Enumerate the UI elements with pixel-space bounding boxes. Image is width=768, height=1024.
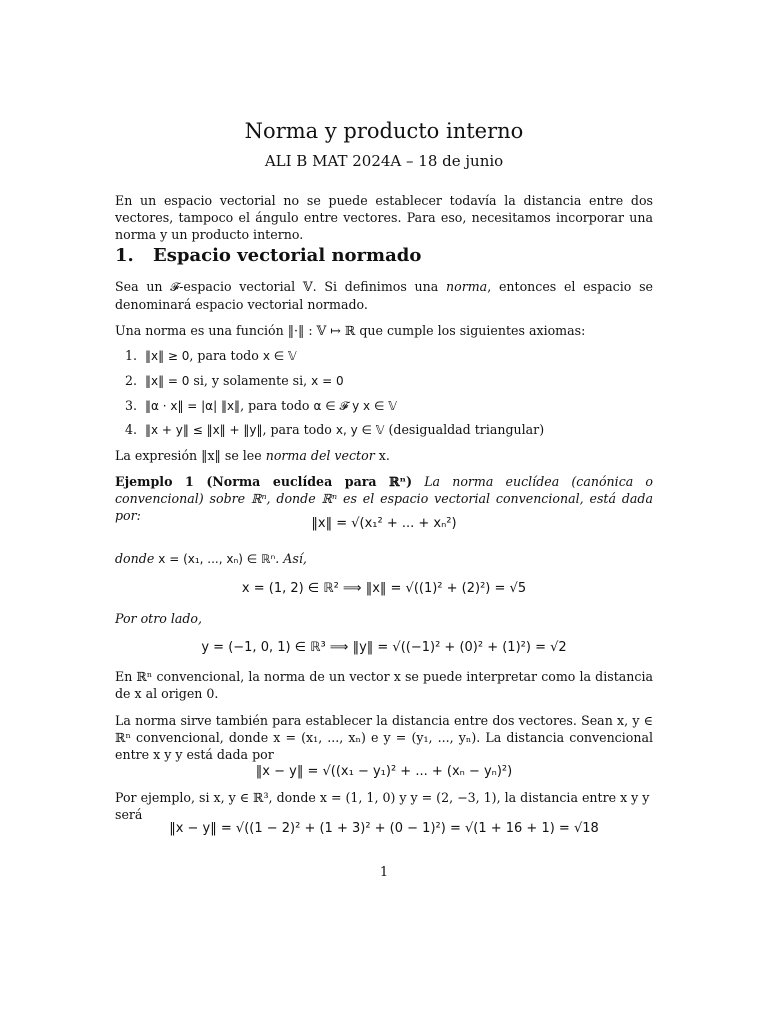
text-run: , para todo (262, 422, 336, 437)
emphasis: norma (446, 279, 488, 294)
emphasis: donde (115, 551, 159, 566)
paragraph-por-otro-lado (115, 610, 653, 627)
axiom-item (115, 372, 635, 390)
math-inline: x = 0 (311, 374, 344, 388)
text-run: , entonces el espacio se denominará espacio vectorial normado. (115, 279, 653, 312)
text-run: La expresión ‖x‖ se lee (115, 448, 266, 463)
text-run: si, y solamente si, (189, 373, 312, 388)
document-page (115, 0, 653, 1024)
math-inline: α ∈ 𝓕 y x ∈ 𝕍 (313, 399, 397, 413)
example-text: La norma euclídea (canónica o convencional) sobre ℝⁿ, donde ℝⁿ es el espacio vectorial convencional, está dada por: (115, 474, 653, 523)
math-inline: x, y ∈ 𝕍 (335, 423, 385, 437)
paragraph-definition (115, 278, 653, 313)
equation-distance: ‖x − y‖ = √((x₁ − y₁)² + ... + (xₙ − yₙ)²) (255, 764, 513, 779)
equation-example-r3: y = (−1, 0, 1) ∈ ℝ³ ⟹ ‖y‖ = √((−1)² + (0)² + (1)²) = √2 (201, 640, 567, 655)
paragraph-interpretation: En ℝⁿ convencional, la norma de un vector x se puede interpretar como la distancia de x al origen 0. (115, 669, 653, 701)
axiom-item (115, 397, 635, 415)
text-run: , para todo (240, 398, 314, 413)
paragraph-reading (115, 447, 653, 464)
emphasis: norma del vector (265, 448, 375, 463)
equation-euclidean-norm: ‖x‖ = √(x₁² + ... + xₙ²) (311, 516, 457, 531)
text-run: x. (374, 448, 390, 463)
paragraph-donde (115, 550, 653, 568)
axiom-number: 3. (124, 398, 137, 413)
axiom-item (115, 347, 635, 365)
document-subtitle: ALI B MAT 2024A – 18 de junio (264, 152, 504, 170)
section-number: 1. (115, 245, 134, 266)
page-number: 1 (379, 865, 389, 880)
equation-example-r2: x = (1, 2) ∈ ℝ² ⟹ ‖x‖ = √((1)² + (2)²) = √5 (241, 581, 527, 596)
text-run: Sea un (115, 279, 171, 294)
text-run: (desigualdad triangular) (384, 422, 545, 437)
math-inline: ‖x‖ = 0 (145, 374, 190, 388)
text-run: , para todo (189, 348, 263, 363)
axiom-item (115, 421, 635, 439)
section-title: Espacio vectorial normado (153, 245, 422, 266)
section-heading (115, 245, 653, 267)
intro-paragraph: En un espacio vectorial no se puede establecer todavía la distancia entre dos vectores, tampoco el ángulo entre vectores. Para eso, necesitamos incorporar una norma y un producto interno. (115, 193, 653, 242)
text-run: -espacio vectorial 𝕍. Si definimos una (179, 279, 447, 294)
math-inline: ‖α · x‖ = |α| ‖x‖ (145, 399, 241, 413)
example-label: Ejemplo 1 (Norma euclídea para ℝⁿ) (115, 474, 413, 489)
math-inline: ‖x‖ ≥ 0 (145, 349, 190, 363)
math-inline: x ∈ 𝕍 (262, 349, 297, 363)
equation-distance-example: ‖x − y‖ = √((1 − 2)² + (1 + 3)² + (0 − 1)²) = √(1 + 16 + 1) = √18 (169, 821, 599, 836)
paragraph-norm-function: Una norma es una función ‖·‖ : 𝕍 ↦ ℝ que cumple los siguientes axiomas: (115, 323, 586, 338)
axiom-number: 1. (124, 348, 137, 363)
emphasis: . Así, (275, 551, 307, 566)
axiom-number: 2. (124, 373, 137, 388)
math-inline: 𝓕 (170, 280, 180, 294)
emphasis: Por otro lado, (115, 611, 202, 626)
math-inline: x = (x₁, ..., xₙ) ∈ ℝⁿ (158, 552, 276, 566)
paragraph-distance: La norma sirve también para establecer la distancia entre dos vectores. Sean x, y ∈ ℝⁿ convencional, donde x = (x₁, ..., xₙ) e y = (y₁, ..., yₙ). La distancia convencional entre x y y está dada por (115, 713, 653, 762)
axiom-number: 4. (124, 422, 137, 437)
math-inline: ‖x + y‖ ≤ ‖x‖ + ‖y‖ (145, 423, 263, 437)
paragraph-example-distance: Por ejemplo, si x, y ∈ ℝ³, donde x = (1, 1, 0) y y = (2, −3, 1), la distancia entre x y y será (115, 790, 650, 822)
document-title: Norma y producto interno (244, 119, 524, 143)
